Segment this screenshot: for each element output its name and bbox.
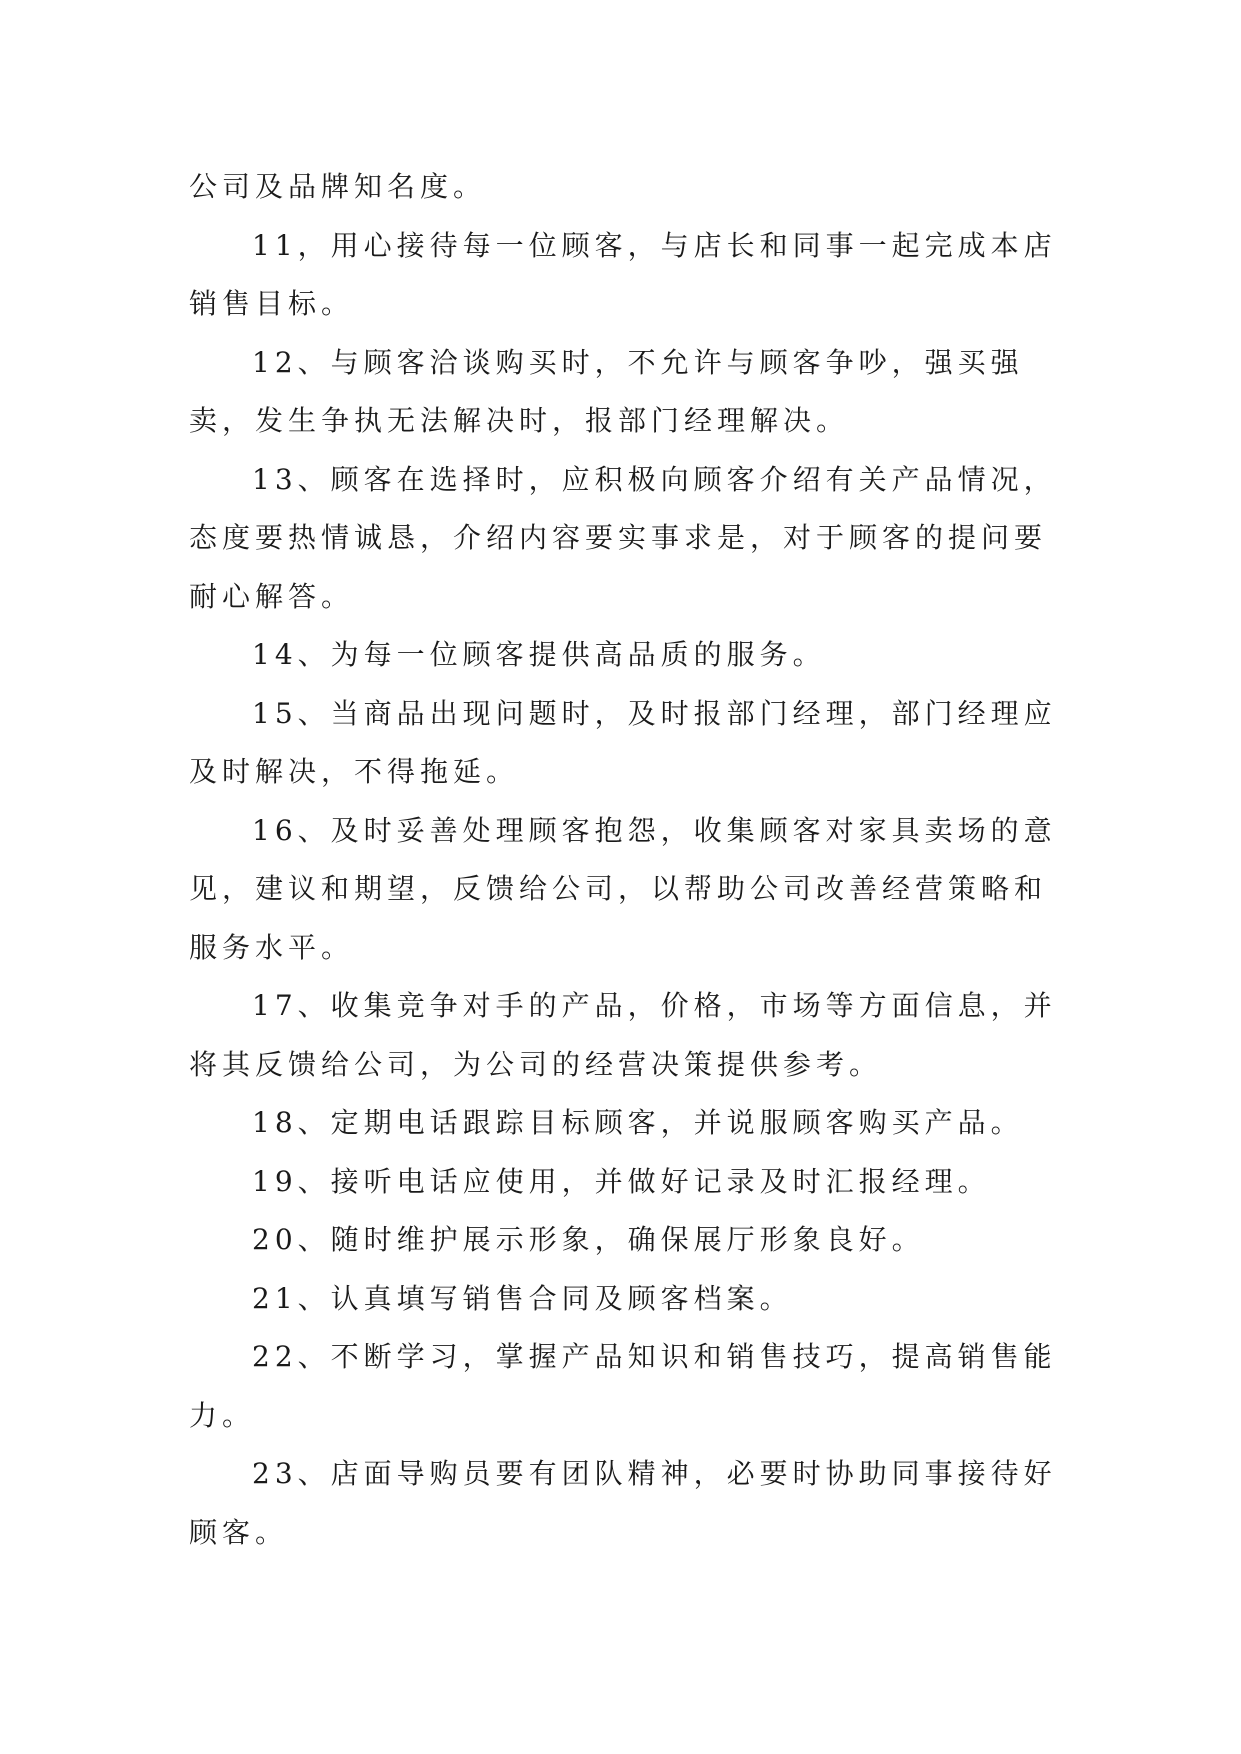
paragraph-item-15: 15、当商品出现问题时，及时报部门经理，部门经理应及时解决，不得拖延。 <box>189 696 1057 788</box>
paragraph-item-13: 13、顾客在选择时，应积极向顾客介绍有关产品情况，态度要热情诚恳，介绍内容要实事求是，对于顾客的提问要耐心解答。 <box>189 462 1057 613</box>
paragraph-item-14: 14、为每一位顾客提供高品质的服务。 <box>252 638 826 671</box>
document-body <box>189 158 1059 1562</box>
paragraph-item-12: 12、与顾客洽谈购买时，不允许与顾客争吵，强买强卖，发生争执无法解决时，报部门经理解决。 <box>189 345 1024 437</box>
paragraph-item-17: 17、收集竞争对手的产品，价格，市场等方面信息，并将其反馈给公司，为公司的经营决策提供参考。 <box>189 989 1057 1081</box>
paragraph-item-21: 21、认真填写销售合同及顾客档案。 <box>252 1281 793 1315</box>
paragraph-item-20: 20、随时维护展示形象，确保展厅形象良好。 <box>252 1223 925 1256</box>
paragraph-item-16: 16、及时妥善处理顾客抱怨，收集顾客对家具卖场的意见，建议和期望，反馈给公司，以帮助公司改善经营策略和服务水平。 <box>189 813 1057 964</box>
paragraph-item-23: 23、店面导购员要有团队精神，必要时协助同事接待好顾客。 <box>189 1457 1057 1549</box>
paragraph-item-18: 18、定期电话跟踪目标顾客，并说服顾客购买产品。 <box>252 1106 1024 1139</box>
paragraph-item-19: 19、接听电话应使用，并做好记录及时汇报经理。 <box>252 1164 991 1198</box>
paragraph-continuation: 公司及品牌知名度。 <box>189 170 487 203</box>
paragraph-item-11: 11，用心接待每一位顾客，与店长和同事一起完成本店销售目标。 <box>189 228 1057 320</box>
paragraph-item-22: 22、不断学习，掌握产品知识和销售技巧，提高销售能力。 <box>189 1340 1057 1432</box>
